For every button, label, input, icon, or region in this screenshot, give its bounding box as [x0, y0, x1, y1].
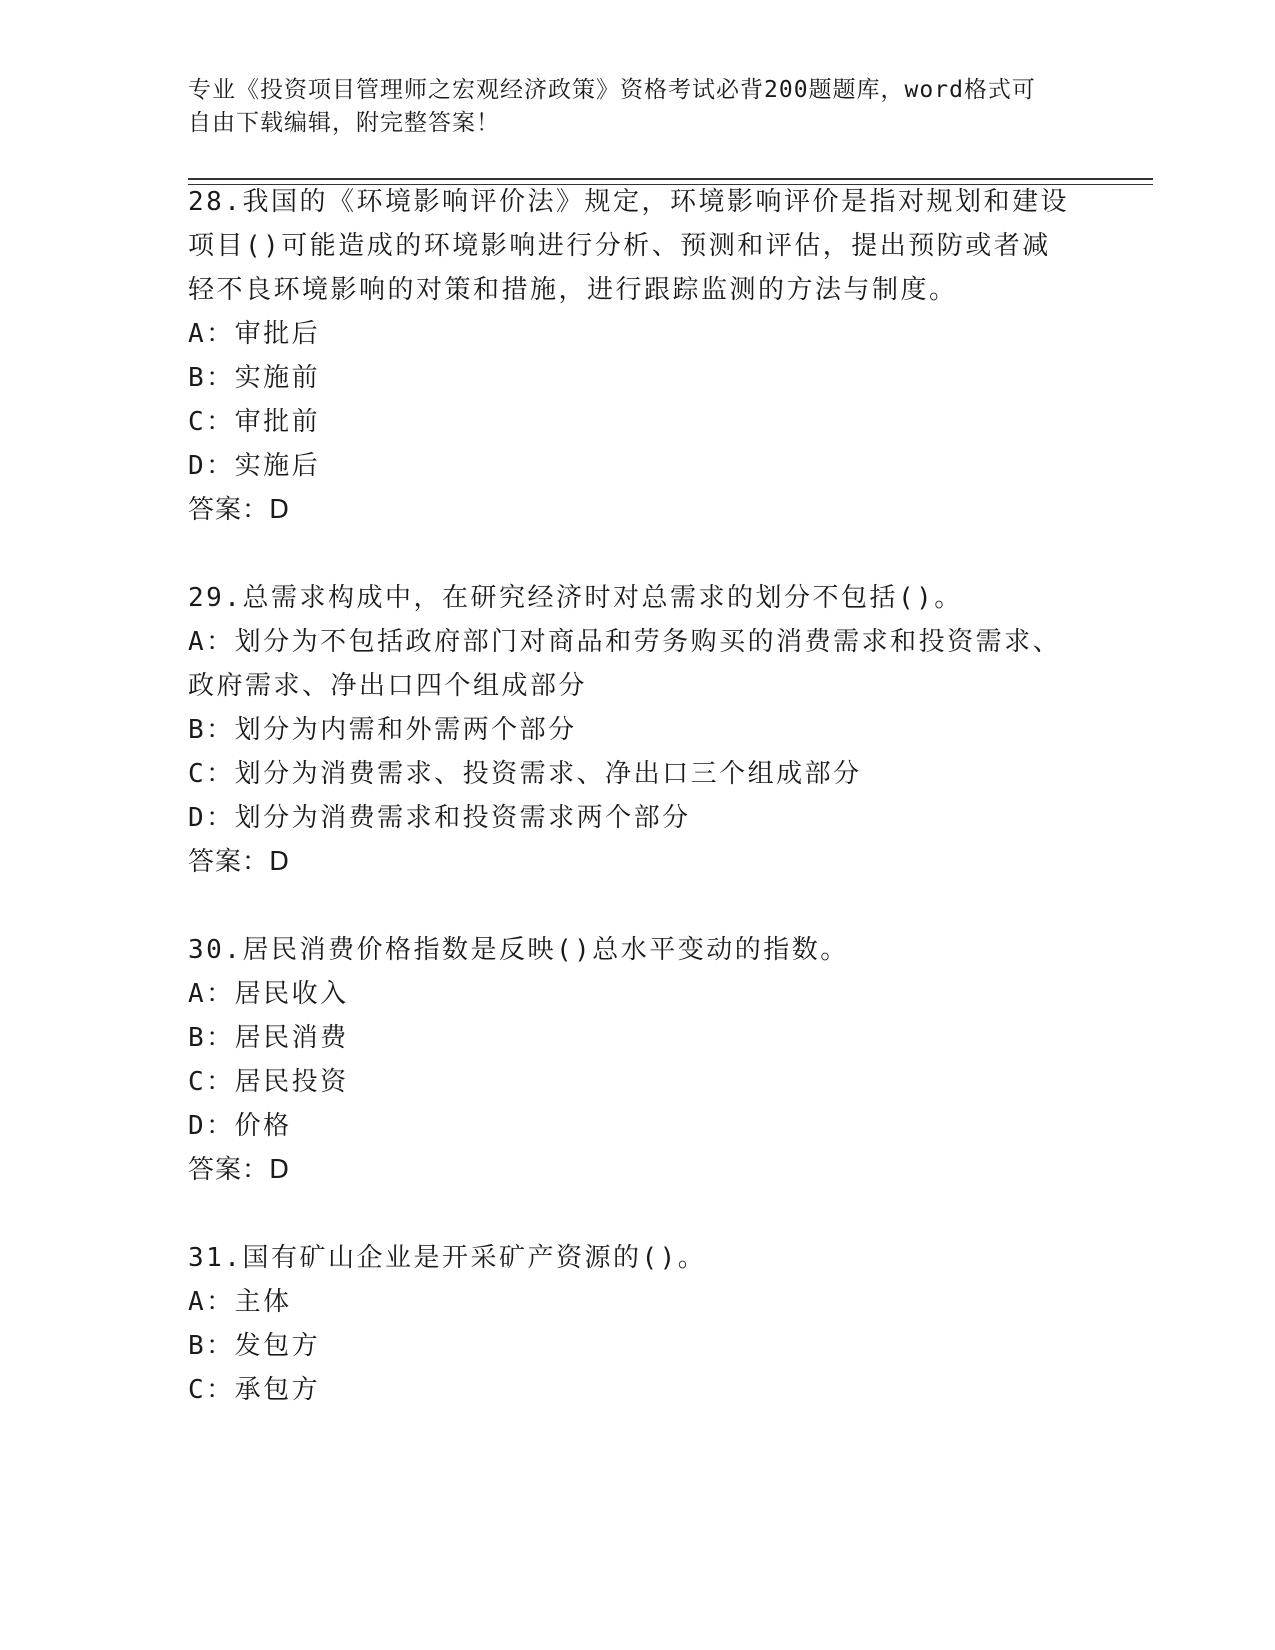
q28-option-d: D：实施后	[188, 451, 321, 481]
header-divider-thin	[188, 184, 1153, 185]
q28-stem-line-2: 项目()可能造成的环境影响进行分析、预测和评估，提出预防或者减	[188, 231, 1051, 261]
q29-stem-line-1: 29.总需求构成中，在研究经济时对总需求的划分不包括()。	[188, 583, 963, 613]
q31-option-b: B：发包方	[188, 1331, 321, 1361]
q31-option-a: A：主体	[188, 1287, 292, 1317]
q31-stem-line-1: 31.国有矿山企业是开采矿产资源的()。	[188, 1243, 707, 1273]
q28-option-c: C：审批前	[188, 407, 321, 437]
q29-option-a-line-2: 政府需求、净出口四个组成部分	[188, 671, 588, 701]
q29-answer: 答案：D	[188, 847, 291, 877]
document-header	[188, 74, 1088, 140]
q30-option-d: D：价格	[188, 1111, 292, 1141]
q30-answer: 答案：D	[188, 1155, 291, 1185]
q29-option-b: B：划分为内需和外需两个部分	[188, 715, 577, 745]
q30-option-b: B：居民消费	[188, 1023, 349, 1053]
q28-stem-line-3: 轻不良环境影响的对策和措施，进行跟踪监测的方法与制度。	[188, 275, 958, 305]
q30-option-a: A：居民收入	[188, 979, 349, 1009]
q29-option-d: D：划分为消费需求和投资需求两个部分	[188, 803, 691, 833]
q30-stem-line-1: 30.居民消费价格指数是反映()总水平变动的指数。	[188, 935, 849, 965]
q30-option-c: C：居民投资	[188, 1067, 349, 1097]
header-divider-thick	[188, 178, 1153, 180]
q29-option-c: C：划分为消费需求、投资需求、净出口三个组成部分	[188, 759, 862, 789]
q28-option-a: A：审批后	[188, 319, 321, 349]
q29-option-a-line-1: A：划分为不包括政府部门对商品和劳务购买的消费需求和投资需求、	[188, 627, 1062, 657]
q31-option-c: C：承包方	[188, 1375, 321, 1405]
q28-option-b: B：实施前	[188, 363, 321, 393]
q28-answer: 答案：D	[188, 495, 291, 525]
header-line-2: 自由下载编辑，附完整答案！	[188, 110, 500, 136]
header-line-1: 专业《投资项目管理师之宏观经济政策》资格考试必背200题题库，word格式可	[188, 77, 1036, 103]
q28-stem-line-1: 28.我国的《环境影响评价法》规定，环境影响评价是指对规划和建设	[188, 187, 1069, 217]
